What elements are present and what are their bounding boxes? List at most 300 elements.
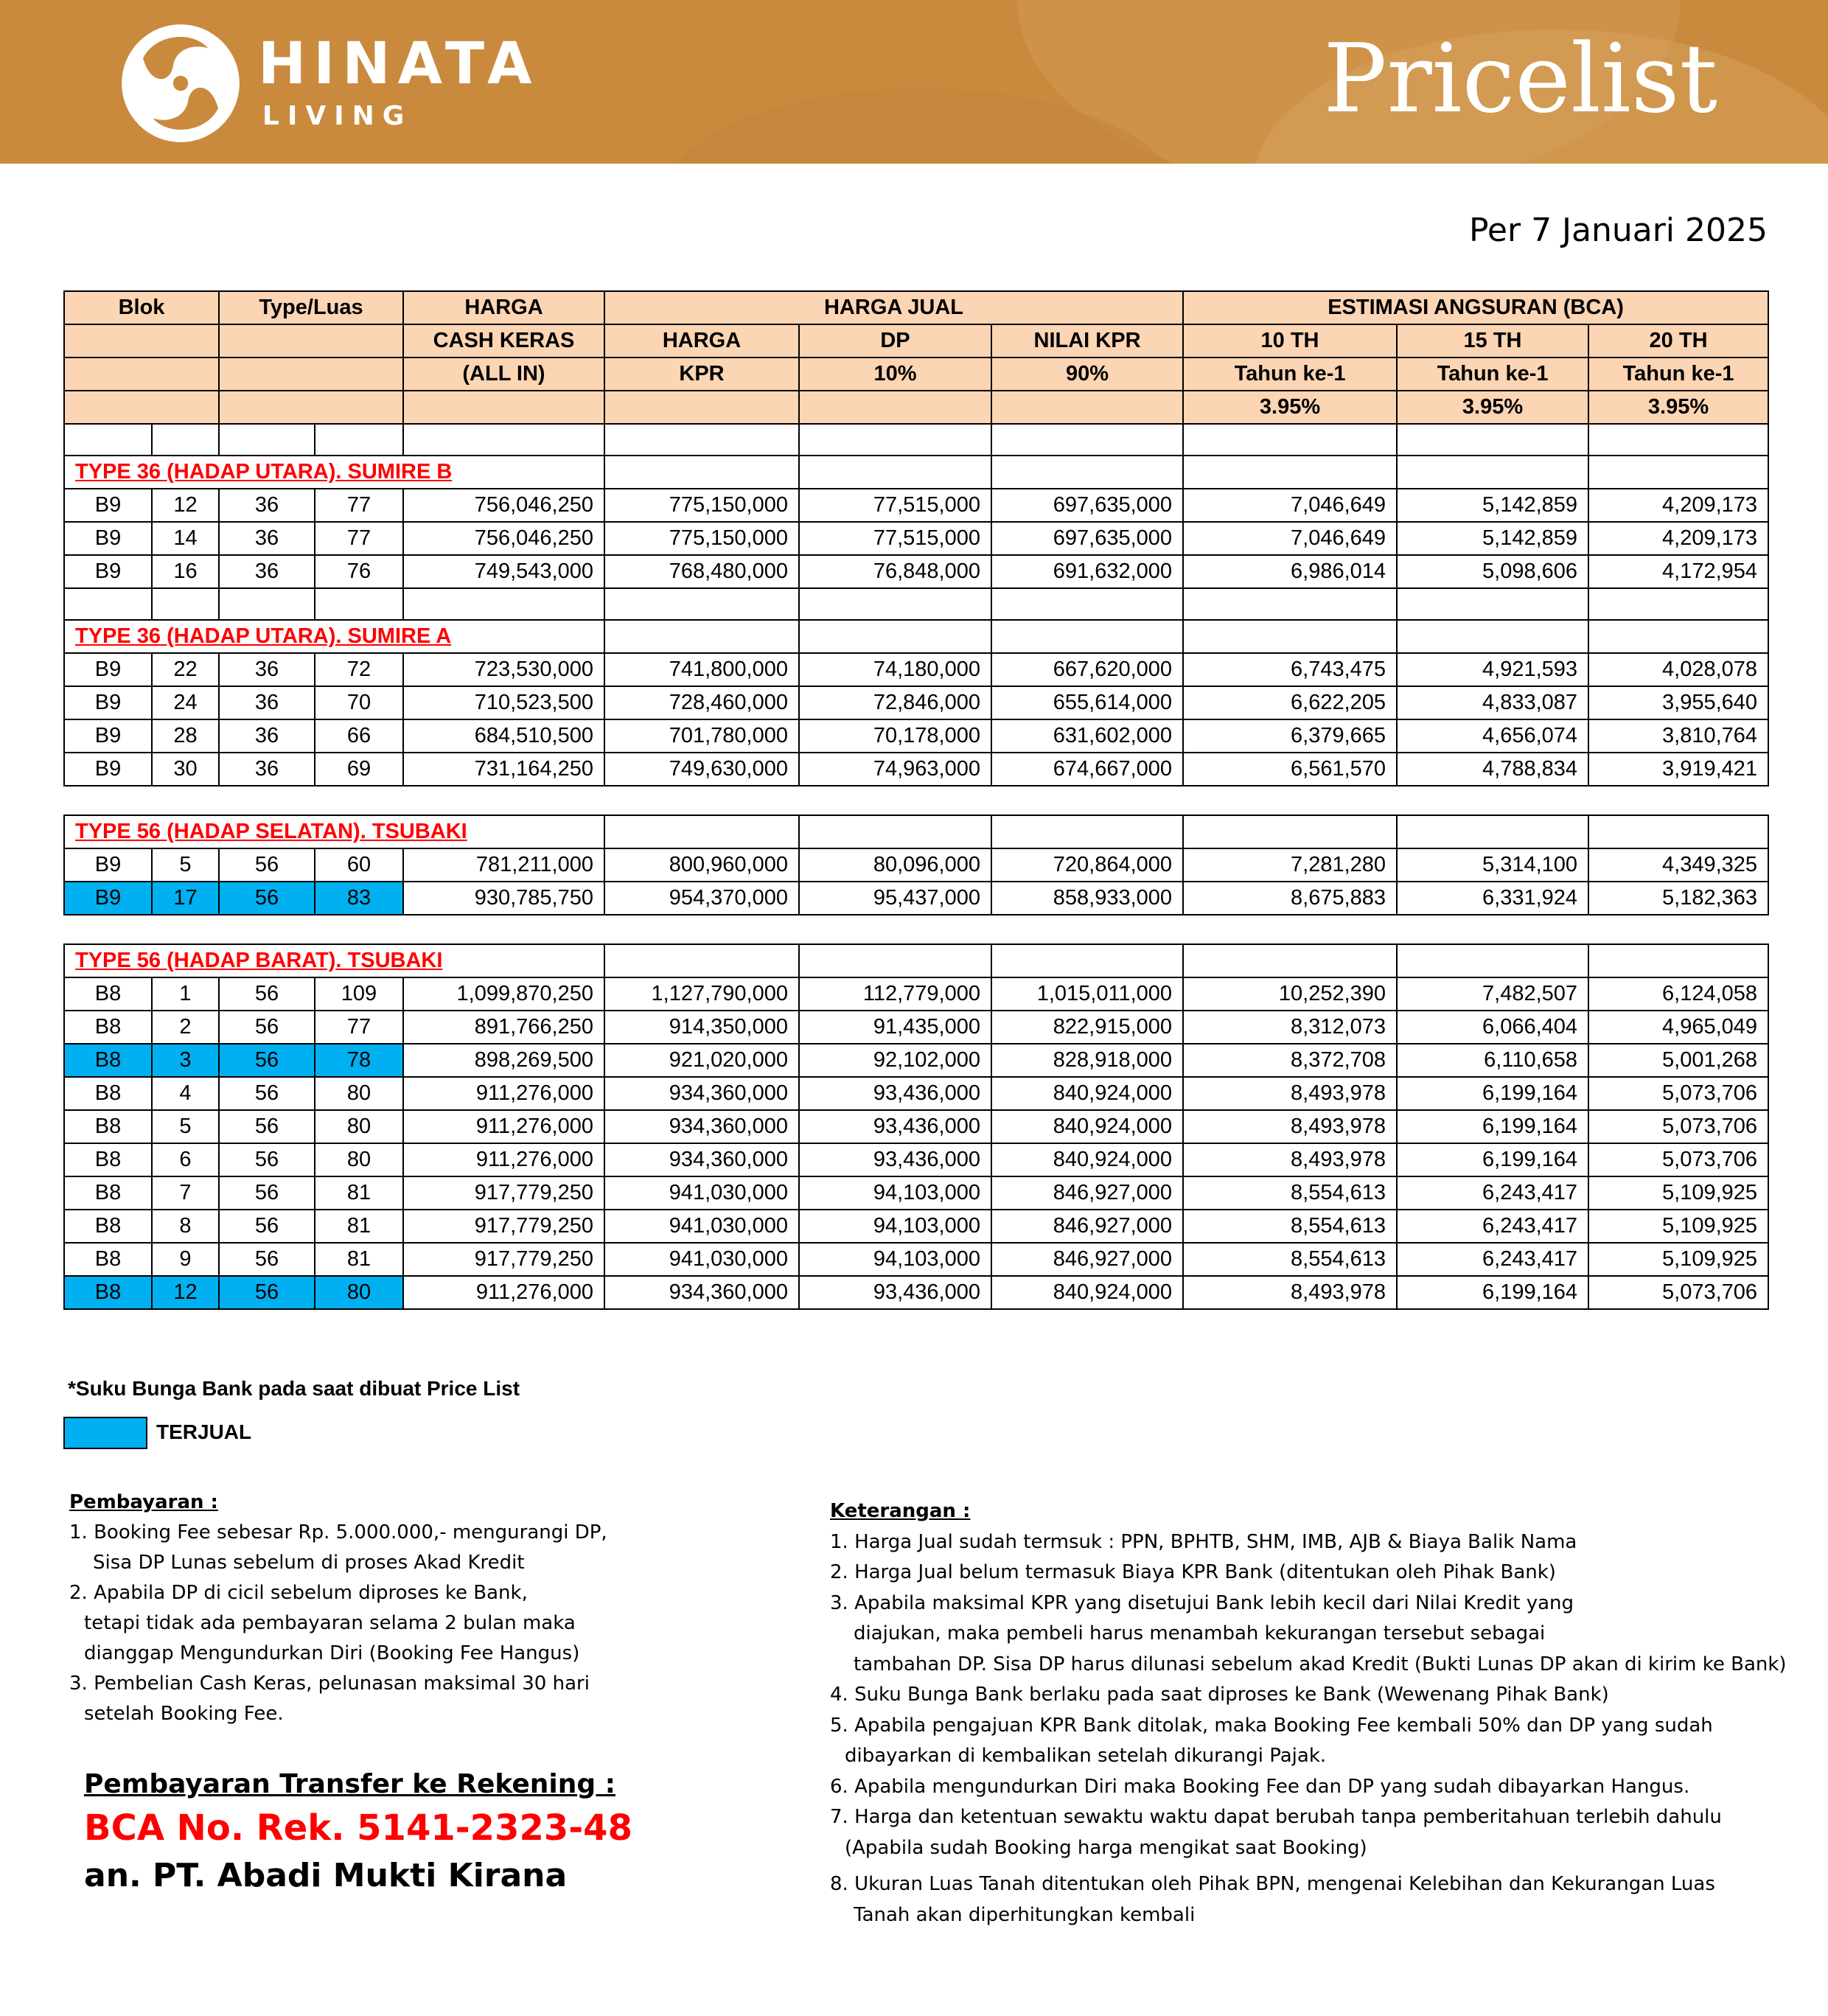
table-cell: 1,099,870,250: [403, 977, 604, 1011]
table-cell: 934,360,000: [604, 1143, 799, 1176]
table-cell: [1588, 944, 1768, 977]
price-table: [63, 290, 1769, 1310]
header-nilai-kpr: 90%: [991, 357, 1183, 391]
table-cell: 6,199,164: [1397, 1276, 1588, 1309]
table-cell: 93,436,000: [799, 1143, 991, 1176]
table-cell: 701,780,000: [604, 719, 799, 753]
table-cell: B9: [64, 653, 152, 686]
table-row: [64, 1176, 1768, 1210]
sold-legend-label: TERJUAL: [156, 1420, 252, 1443]
header-dp: DP: [799, 324, 991, 357]
table-row: [64, 653, 1768, 686]
table-cell: 7,046,649: [1183, 522, 1397, 555]
table-cell: 846,927,000: [991, 1210, 1183, 1243]
table-cell: [1183, 944, 1397, 977]
table-cell: 80: [315, 1077, 403, 1110]
table-body: [64, 424, 1768, 1309]
table-cell: [1183, 588, 1397, 620]
table-cell: B9: [64, 686, 152, 719]
table-cell: [1397, 944, 1588, 977]
note-line: diajukan, maka pembeli harus menambah kekurangan tersebut sebagai: [854, 1622, 1546, 1644]
header-rate: 3.95%: [1397, 391, 1588, 424]
table-cell: B8: [64, 1176, 152, 1210]
payment-line: dianggap Mengundurkan Diri (Booking Fee Hangus): [84, 1642, 580, 1664]
header-tahun: Tahun ke-1: [1183, 357, 1397, 391]
table-cell: 6,243,417: [1397, 1243, 1588, 1276]
table-row: [64, 848, 1768, 882]
table-cell: 4,788,834: [1397, 753, 1588, 786]
table-cell: [1183, 456, 1397, 489]
table-cell: 6: [152, 1143, 219, 1176]
brand-name: HINATA: [258, 31, 540, 97]
brand-subtitle: LIVING: [262, 101, 413, 131]
table-cell: [1588, 620, 1768, 653]
table-gap: [64, 786, 1768, 815]
table-cell: [152, 588, 219, 620]
table-cell: 3,810,764: [1588, 719, 1768, 753]
table-cell: 56: [219, 1077, 315, 1110]
note-line: 2. Harga Jual belum termasuk Biaya KPR Bank (ditentukan oleh Pihak Bank): [830, 1561, 1556, 1583]
table-cell: 56: [219, 1243, 315, 1276]
table-cell: 77,515,000: [799, 522, 991, 555]
note-line: (Apabila sudah Booking harga mengikat saat Booking): [845, 1836, 1367, 1859]
table-cell: 72: [315, 653, 403, 686]
table-cell: 81: [315, 1243, 403, 1276]
table-cell: 6,110,658: [1397, 1044, 1588, 1077]
section-title: TYPE 56 (HADAP BARAT). TSUBAKI: [64, 944, 604, 977]
table-row: [64, 1143, 1768, 1176]
table-cell: 1: [152, 977, 219, 1011]
table-cell: B9: [64, 848, 152, 882]
table-cell: 77,515,000: [799, 489, 991, 522]
table-cell: 911,276,000: [403, 1143, 604, 1176]
table-cell: 5,109,925: [1588, 1176, 1768, 1210]
note-line: 5. Apabila pengajuan KPR Bank ditolak, maka Booking Fee kembali 50% dan DP yang sudah: [830, 1714, 1713, 1737]
table-cell: B8: [64, 1243, 152, 1276]
table-cell: [991, 620, 1183, 653]
table-cell: 1,015,011,000: [991, 977, 1183, 1011]
table-cell: B8: [64, 1276, 152, 1309]
table-cell: [152, 424, 219, 456]
table-cell: [219, 424, 315, 456]
table-cell: 911,276,000: [403, 1110, 604, 1143]
table-cell: 17: [152, 882, 219, 915]
table-cell: 3,919,421: [1588, 753, 1768, 786]
table-cell: [604, 456, 799, 489]
table-cell: 56: [219, 848, 315, 882]
table-cell: 891,766,250: [403, 1011, 604, 1044]
table-cell: [1183, 620, 1397, 653]
table-cell: 917,779,250: [403, 1210, 604, 1243]
table-cell: 749,543,000: [403, 555, 604, 588]
table-cell: 934,360,000: [604, 1110, 799, 1143]
header-tenor-10: 10 TH: [1183, 324, 1397, 357]
table-cell: [991, 456, 1183, 489]
table-cell: 911,276,000: [403, 1276, 604, 1309]
table-cell: 78: [315, 1044, 403, 1077]
table-cell: 828,918,000: [991, 1044, 1183, 1077]
payment-title: Pembayaran :: [69, 1491, 218, 1513]
note-line: 1. Harga Jual sudah termsuk : PPN, BPHTB, SHM, IMB, AJB & Biaya Balik Nama: [830, 1530, 1577, 1553]
table-cell: 775,150,000: [604, 522, 799, 555]
table-cell: B8: [64, 1011, 152, 1044]
note-line: dibayarkan di kembalikan setelah dikurangi Pajak.: [845, 1745, 1327, 1767]
table-cell: 95,437,000: [799, 882, 991, 915]
table-cell: 6,199,164: [1397, 1110, 1588, 1143]
table-cell: 781,211,000: [403, 848, 604, 882]
table-cell: 22: [152, 653, 219, 686]
table-cell: 697,635,000: [991, 489, 1183, 522]
header-blok: Blok: [64, 291, 219, 324]
note-line: 6. Apabila mengundurkan Diri maka Booking Fee dan DP yang sudah dibayarkan Hangus.: [830, 1775, 1690, 1798]
rate-note: *Suku Bunga Bank pada saat dibuat Price List: [68, 1377, 520, 1400]
table-cell: 56: [219, 1143, 315, 1176]
note-line: 8. Ukuran Luas Tanah ditentukan oleh Pihak BPN, mengenai Kelebihan dan Kekurangan Luas: [830, 1873, 1715, 1895]
table-cell: 80,096,000: [799, 848, 991, 882]
table-cell: [64, 424, 152, 456]
table-cell: [1588, 815, 1768, 848]
notes-title: Keterangan :: [830, 1500, 971, 1522]
transfer-info: [84, 1766, 632, 1899]
blank-row: [64, 424, 1768, 456]
table-cell: 6,199,164: [1397, 1143, 1588, 1176]
table-cell: 6,743,475: [1183, 653, 1397, 686]
table-cell: [1588, 424, 1768, 456]
table-gap-cell: [64, 915, 1768, 944]
table-cell: 81: [315, 1176, 403, 1210]
table-cell: 80: [315, 1110, 403, 1143]
table-cell: 16: [152, 555, 219, 588]
table-cell: 5: [152, 848, 219, 882]
payment-line: 2. Apabila DP di cicil sebelum diproses ke Bank,: [69, 1582, 528, 1604]
table-cell: 6,124,058: [1588, 977, 1768, 1011]
payment-line: 1. Booking Fee sebesar Rp. 5.000.000,- mengurangi DP,: [69, 1521, 607, 1544]
table-cell: 8,554,613: [1183, 1210, 1397, 1243]
table-cell: 6,331,924: [1397, 882, 1588, 915]
table-cell: 5,001,268: [1588, 1044, 1768, 1077]
table-cell: 70,178,000: [799, 719, 991, 753]
table-cell: 5,182,363: [1588, 882, 1768, 915]
table-cell: [315, 424, 403, 456]
table-cell: 898,269,500: [403, 1044, 604, 1077]
header-tahun: Tahun ke-1: [1397, 357, 1588, 391]
table-cell: 66: [315, 719, 403, 753]
table-cell: B9: [64, 555, 152, 588]
table-cell: 731,164,250: [403, 753, 604, 786]
table-cell: 954,370,000: [604, 882, 799, 915]
table-cell: 36: [219, 555, 315, 588]
table-cell: 5,073,706: [1588, 1143, 1768, 1176]
table-cell: 840,924,000: [991, 1110, 1183, 1143]
table-cell: [799, 456, 991, 489]
table-cell: 56: [219, 1044, 315, 1077]
account-name: an. PT. Abadi Mukti Kirana: [84, 1857, 568, 1894]
table-cell: [799, 815, 991, 848]
table-cell: 12: [152, 1276, 219, 1309]
table-cell: 822,915,000: [991, 1011, 1183, 1044]
note-line: 3. Apabila maksimal KPR yang disetujui Bank lebih kecil dari Nilai Kredit yang: [830, 1591, 1574, 1614]
payment-line: setelah Booking Fee.: [84, 1703, 284, 1725]
header-harga-cash: CASH KERAS: [403, 324, 604, 357]
table-cell: 4,349,325: [1588, 848, 1768, 882]
table-cell: 5,109,925: [1588, 1243, 1768, 1276]
section-title: TYPE 56 (HADAP SELATAN). TSUBAKI: [64, 815, 604, 848]
table-row: [64, 1243, 1768, 1276]
table-cell: 655,614,000: [991, 686, 1183, 719]
table-cell: 7,281,280: [1183, 848, 1397, 882]
table-cell: 674,667,000: [991, 753, 1183, 786]
header-type-luas: Type/Luas: [219, 291, 403, 324]
table-cell: 77: [315, 522, 403, 555]
table-cell: 4,656,074: [1397, 719, 1588, 753]
section-header-row: [64, 456, 1768, 489]
table-cell: B8: [64, 1210, 152, 1243]
table-cell: 756,046,250: [403, 489, 604, 522]
table-cell: B9: [64, 719, 152, 753]
table-cell: [991, 588, 1183, 620]
header-tenor-15: 15 TH: [1397, 324, 1588, 357]
table-cell: 8,675,883: [1183, 882, 1397, 915]
table-cell: 741,800,000: [604, 653, 799, 686]
table-cell: 8,554,613: [1183, 1176, 1397, 1210]
table-cell: 8,493,978: [1183, 1276, 1397, 1309]
table-cell: 94,103,000: [799, 1243, 991, 1276]
table-cell: [991, 944, 1183, 977]
table-cell: 6,379,665: [1183, 719, 1397, 753]
table-cell: [64, 588, 152, 620]
table-cell: 7,482,507: [1397, 977, 1588, 1011]
table-cell: [1397, 588, 1588, 620]
table-header: [64, 291, 1768, 424]
note-line: 4. Suku Bunga Bank berlaku pada saat diproses ke Bank (Wewenang Pihak Bank): [830, 1684, 1609, 1706]
table-cell: 36: [219, 653, 315, 686]
table-cell: 697,635,000: [991, 522, 1183, 555]
table-cell: 56: [219, 1276, 315, 1309]
table-row: [64, 522, 1768, 555]
note-line: 7. Harga dan ketentuan sewaktu waktu dapat berubah tanpa pemberitahuan terlebih dahulu: [830, 1806, 1722, 1828]
table-cell: 36: [219, 686, 315, 719]
table-cell: B8: [64, 1143, 152, 1176]
section-title: TYPE 36 (HADAP UTARA). SUMIRE B: [64, 456, 604, 489]
table-row: [64, 882, 1768, 915]
table-cell: 3: [152, 1044, 219, 1077]
table-cell: [991, 815, 1183, 848]
table-cell: 5,073,706: [1588, 1077, 1768, 1110]
table-cell: [1397, 815, 1588, 848]
table-cell: B9: [64, 489, 152, 522]
table-cell: 934,360,000: [604, 1077, 799, 1110]
table-cell: 8,372,708: [1183, 1044, 1397, 1077]
payment-line: 3. Pembelian Cash Keras, pelunasan maksimal 30 hari: [69, 1673, 590, 1695]
table-cell: 6,986,014: [1183, 555, 1397, 588]
table-cell: 36: [219, 719, 315, 753]
table-cell: [604, 588, 799, 620]
table-cell: 756,046,250: [403, 522, 604, 555]
table-cell: 93,436,000: [799, 1110, 991, 1143]
table-cell: 6,243,417: [1397, 1210, 1588, 1243]
table-cell: 4,028,078: [1588, 653, 1768, 686]
table-cell: 4,209,173: [1588, 522, 1768, 555]
page-title: Pricelist: [1323, 24, 1717, 134]
table-cell: 941,030,000: [604, 1176, 799, 1210]
table-row: [64, 753, 1768, 786]
table-cell: [1397, 424, 1588, 456]
table-cell: 1,127,790,000: [604, 977, 799, 1011]
table-row: [64, 1077, 1768, 1110]
table-cell: 30: [152, 753, 219, 786]
table-cell: 4,209,173: [1588, 489, 1768, 522]
header-tenor-20: 20 TH: [1588, 324, 1768, 357]
transfer-title: Pembayaran Transfer ke Rekening :: [84, 1769, 616, 1799]
table-cell: 74,180,000: [799, 653, 991, 686]
header-estimasi: ESTIMASI ANGSURAN (BCA): [1183, 291, 1768, 324]
table-cell: 917,779,250: [403, 1176, 604, 1210]
table-cell: 24: [152, 686, 219, 719]
table-cell: 5,098,606: [1397, 555, 1588, 588]
table-cell: 8,312,073: [1183, 1011, 1397, 1044]
header-harga-kpr: KPR: [604, 357, 799, 391]
header-dp: 10%: [799, 357, 991, 391]
header-harga-jual: HARGA JUAL: [604, 291, 1183, 324]
table-cell: 8,493,978: [1183, 1143, 1397, 1176]
table-cell: B8: [64, 1044, 152, 1077]
header-nilai-kpr: NILAI KPR: [991, 324, 1183, 357]
table-cell: 10,252,390: [1183, 977, 1397, 1011]
table-cell: 917,779,250: [403, 1243, 604, 1276]
table-cell: 83: [315, 882, 403, 915]
table-cell: 921,020,000: [604, 1044, 799, 1077]
table-cell: [799, 588, 991, 620]
table-cell: 4,921,593: [1397, 653, 1588, 686]
table-cell: 7: [152, 1176, 219, 1210]
table-cell: 858,933,000: [991, 882, 1183, 915]
table-cell: 80: [315, 1276, 403, 1309]
table-cell: 8,493,978: [1183, 1110, 1397, 1143]
table-cell: [1397, 620, 1588, 653]
table-cell: 5,073,706: [1588, 1110, 1768, 1143]
table-cell: 7,046,649: [1183, 489, 1397, 522]
table-cell: 80: [315, 1143, 403, 1176]
table-row: [64, 977, 1768, 1011]
table-cell: 840,924,000: [991, 1143, 1183, 1176]
note-line: Tanah akan diperhitungkan kembali: [854, 1903, 1196, 1926]
table-cell: [991, 424, 1183, 456]
table-cell: 941,030,000: [604, 1243, 799, 1276]
table-cell: 728,460,000: [604, 686, 799, 719]
table-cell: 81: [315, 1210, 403, 1243]
table-cell: [1183, 815, 1397, 848]
table-cell: [219, 588, 315, 620]
payment-terms: [69, 1487, 806, 1729]
table-cell: 720,864,000: [991, 848, 1183, 882]
table-row: [64, 686, 1768, 719]
table-cell: 846,927,000: [991, 1243, 1183, 1276]
table-cell: 840,924,000: [991, 1077, 1183, 1110]
table-cell: 92,102,000: [799, 1044, 991, 1077]
table-cell: 56: [219, 1011, 315, 1044]
section-header-row: [64, 620, 1768, 653]
table-cell: 60: [315, 848, 403, 882]
table-cell: 9: [152, 1243, 219, 1276]
table-cell: 710,523,500: [403, 686, 604, 719]
price-date: Per 7 Januari 2025: [1468, 212, 1768, 249]
table-cell: [799, 424, 991, 456]
table-cell: 4,965,049: [1588, 1011, 1768, 1044]
table-cell: 941,030,000: [604, 1210, 799, 1243]
table-cell: 684,510,500: [403, 719, 604, 753]
table-cell: 91,435,000: [799, 1011, 991, 1044]
table-cell: 749,630,000: [604, 753, 799, 786]
table-cell: 56: [219, 1110, 315, 1143]
table-cell: 914,350,000: [604, 1011, 799, 1044]
table-cell: 800,960,000: [604, 848, 799, 882]
table-cell: [403, 588, 604, 620]
table-cell: 8: [152, 1210, 219, 1243]
table-cell: 109: [315, 977, 403, 1011]
table-cell: 36: [219, 489, 315, 522]
header-rate: 3.95%: [1588, 391, 1768, 424]
header-tahun: Tahun ke-1: [1588, 357, 1768, 391]
table-cell: 775,150,000: [604, 489, 799, 522]
table-cell: [604, 815, 799, 848]
table-cell: [799, 944, 991, 977]
table-row: [64, 719, 1768, 753]
table-cell: B9: [64, 882, 152, 915]
table-cell: [1183, 424, 1397, 456]
table-cell: 2: [152, 1011, 219, 1044]
table-cell: 5,314,100: [1397, 848, 1588, 882]
table-cell: 4: [152, 1077, 219, 1110]
table-cell: [1588, 588, 1768, 620]
table-cell: 8,554,613: [1183, 1243, 1397, 1276]
header-harga-cash: (ALL IN): [403, 357, 604, 391]
header-harga-cash: HARGA: [403, 291, 604, 324]
table-cell: [1397, 456, 1588, 489]
table-cell: [799, 620, 991, 653]
table-cell: 6,243,417: [1397, 1176, 1588, 1210]
payment-line: Sisa DP Lunas sebelum di proses Akad Kredit: [93, 1552, 525, 1574]
payment-line: tetapi tidak ada pembayaran selama 2 bulan maka: [84, 1612, 576, 1634]
table-cell: [604, 620, 799, 653]
table-cell: [315, 588, 403, 620]
table-cell: 631,602,000: [991, 719, 1183, 753]
table-cell: B9: [64, 522, 152, 555]
table-cell: 77: [315, 489, 403, 522]
table-cell: 36: [219, 522, 315, 555]
table-cell: 36: [219, 753, 315, 786]
table-cell: 76,848,000: [799, 555, 991, 588]
table-cell: 93,436,000: [799, 1276, 991, 1309]
table-cell: 667,620,000: [991, 653, 1183, 686]
section-title: TYPE 36 (HADAP UTARA). SUMIRE A: [64, 620, 604, 653]
notes: [830, 1496, 1810, 1930]
table-cell: 6,066,404: [1397, 1011, 1588, 1044]
table-cell: B9: [64, 753, 152, 786]
table-cell: 76: [315, 555, 403, 588]
header-banner: [0, 0, 1828, 164]
table-cell: B8: [64, 977, 152, 1011]
table-row: [64, 489, 1768, 522]
table-cell: 5: [152, 1110, 219, 1143]
table-cell: 72,846,000: [799, 686, 991, 719]
table-cell: 93,436,000: [799, 1077, 991, 1110]
table-cell: 4,833,087: [1397, 686, 1588, 719]
table-cell: 74,963,000: [799, 753, 991, 786]
table-cell: 846,927,000: [991, 1176, 1183, 1210]
table-cell: [604, 424, 799, 456]
table-row: [64, 1044, 1768, 1077]
table-cell: 930,785,750: [403, 882, 604, 915]
